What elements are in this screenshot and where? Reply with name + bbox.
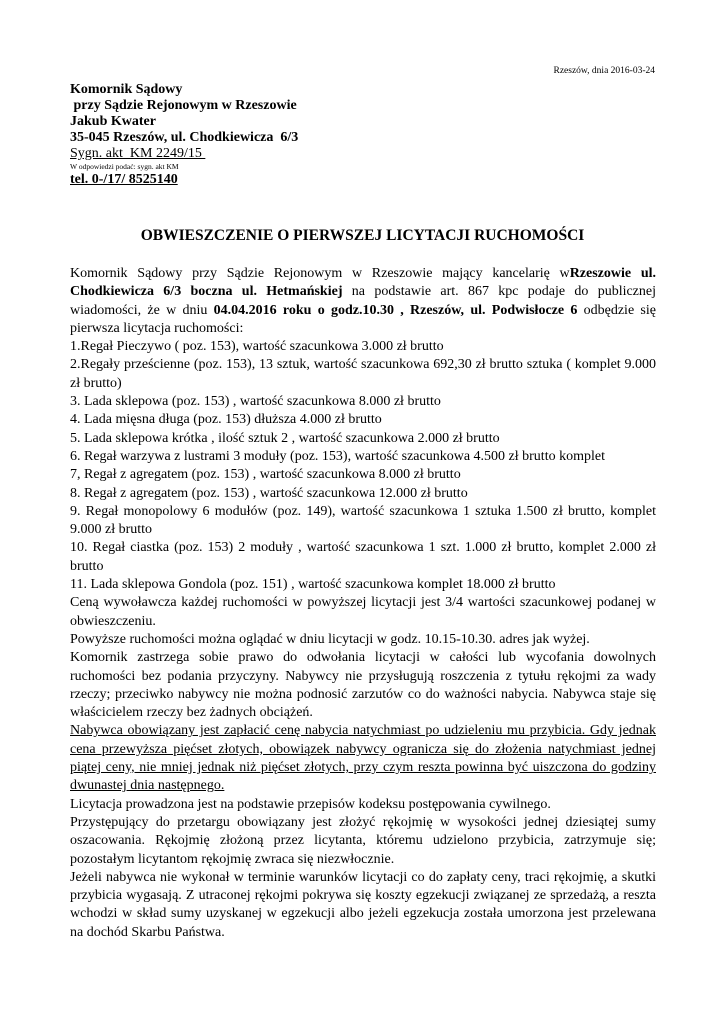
- list-item: 2.Regały prześcienne (poz. 153), 13 sztuk, wartość szacunkowa 692,30 zł brutto sztuka ( komplet 9.000 zł brutto): [70, 357, 656, 391]
- intro-text-1: Komornik Sądowy przy Sądzie Rejonowym w Rzeszowie mający kancelarię w: [70, 266, 570, 281]
- notice-body: [70, 265, 656, 942]
- reply-note: W odpowiedzi podać: sygn. akt KM: [70, 162, 179, 171]
- letterhead-line-1: Komornik Sądowy: [70, 82, 183, 97]
- deposit-paragraph: Przystępujący do przetargu obowiązany jest złożyć rękojmię w wysokości jednej dziesiątej sumy oszacowania. Rękojmię złożoną przez licytanta, któremu udzielono przybicia, zatrzymuje się; pozostałym licytantom rękojmię zwraca się niezwłocznie.: [70, 814, 656, 867]
- letterhead-line-3: Jakub Kwater: [70, 114, 156, 129]
- list-item: 7, Regał z agregatem (poz. 153) , wartość szacunkowa 8.000 zł brutto: [70, 467, 461, 483]
- list-item: 3. Lada sklepowa (poz. 153) , wartość szacunkowa 8.000 zł brutto: [70, 394, 441, 410]
- legal-basis-paragraph: Licytacja prowadzona jest na podstawie przepisów kodeksu postępowania cywilnego.: [70, 796, 551, 812]
- starting-price-paragraph: Ceną wywoławcza każdej ruchomości w powyższej licytacji jest 3/4 wartości szacunkowej podanej w obwieszczeniu.: [70, 595, 656, 629]
- forfeiture-paragraph: Jeżeli nabywca nie wykonał w terminie warunków licytacji co do zapłaty ceny, traci rękojmię, a skutki przybicia wygasają. Z utraconej rękojmi pokrywa się koszty egzekucji związanej ze sprzedażą, a reszta wchodzi w skład sumy uzyskanej w egzekucji albo jeżeli egzekucja została umorzona jest przelewana na dochód Skarbu Państwa.: [70, 869, 656, 940]
- viewing-paragraph: Powyższe ruchomości można oglądać w dniu licytacji w godz. 10.15-10.30. adres jak wyżej.: [70, 631, 590, 647]
- date-line: Rzeszów, dnia 2016-03-24: [553, 66, 655, 76]
- list-item: 9. Regał monopolowy 6 modułów (poz. 149), wartość szacunkowa 1 sztuka 1.500 zł brutto, komplet 9.000 zł brutto: [70, 503, 656, 538]
- intro-date-place: 04.04.2016 roku o godz.10.30 , Rzeszów, ul. Podwisłocze 6: [213, 302, 578, 318]
- intro-paragraph: [70, 265, 656, 338]
- intro-text-2: na podstawie art. 867 kpc podaje do publicznej wiadomości, że w dniu: [70, 284, 657, 318]
- letterhead: [70, 82, 298, 188]
- list-item: 11. Lada sklepowa Gondola (poz. 151) , wartość szacunkowa komplet 18.000 zł brutto: [70, 577, 556, 593]
- intro-address: Rzeszowie ul. Chodkiewicza 6/3 boczna ul. Hetmańskiej: [70, 266, 657, 300]
- intro-text-3: odbędzie się pierwsza licytacja ruchomości:: [70, 302, 656, 336]
- payment-paragraph: Nabywca obowiązany jest zapłacić cenę nabycia natychmiast po udzieleniu mu przybicia. Gdy jednak cena przewyższa pięćset złotych, obowiązek nabywcy ogranicza się do złożenia natychmiast jednej piątej ceny, nie mniej jednak niż pięćset złotych, przy czym reszta powinna być uiszczona do godziny dwunastej dnia następnego.: [70, 723, 656, 794]
- letterhead-line-2: przy Sądzie Rejonowym w Rzeszowie: [70, 98, 297, 113]
- case-signature: Sygn. akt KM 2249/15: [70, 146, 206, 161]
- list-item: 6. Regał warzywa z lustrami 3 moduły (poz. 153), wartość szacunkowa 4.500 zł brutto komplet: [70, 448, 605, 464]
- list-item: 4. Lada mięsna długa (poz. 153) dłuższa 4.000 zł brutto: [70, 412, 382, 428]
- reservation-paragraph: Komornik zastrzega sobie prawo do odwołania licytacji w całości lub wycofania dowolnych ruchomości bez podania przyczyny. Nabywcy nie przysługują roszczenia z tytułu rękojmi za wady rzeczy; przeciwko nabywcy nie można podnosić zarzutów co do ważności nabycia. Nabywca staje się właścicielem rzeczy bez żadnych obciążeń.: [70, 650, 656, 721]
- list-item: 8. Regał z agregatem (poz. 153) , wartość szacunkowa 12.000 zł brutto: [70, 485, 468, 501]
- letterhead-line-4: 35-045 Rzeszów, ul. Chodkiewicza 6/3: [70, 130, 299, 145]
- list-item: 1.Regał Pieczywo ( poz. 153), wartość szacunkowa 3.000 zł brutto: [70, 339, 444, 355]
- list-item: 10. Regał ciastka (poz. 153) 2 moduły , wartość szacunkowa 1 szt. 1.000 zł brutto, komplet 2.000 zł brutto: [70, 540, 656, 574]
- telephone: tel. 0-/17/ 8525140: [70, 172, 178, 187]
- page-title: OBWIESZCZENIE O PIERWSZEJ LICYTACJI RUCHOMOŚCI: [140, 227, 585, 244]
- list-item: 5. Lada sklepowa krótka , ilość sztuk 2 , wartość szacunkowa 2.000 zł brutto: [70, 430, 500, 446]
